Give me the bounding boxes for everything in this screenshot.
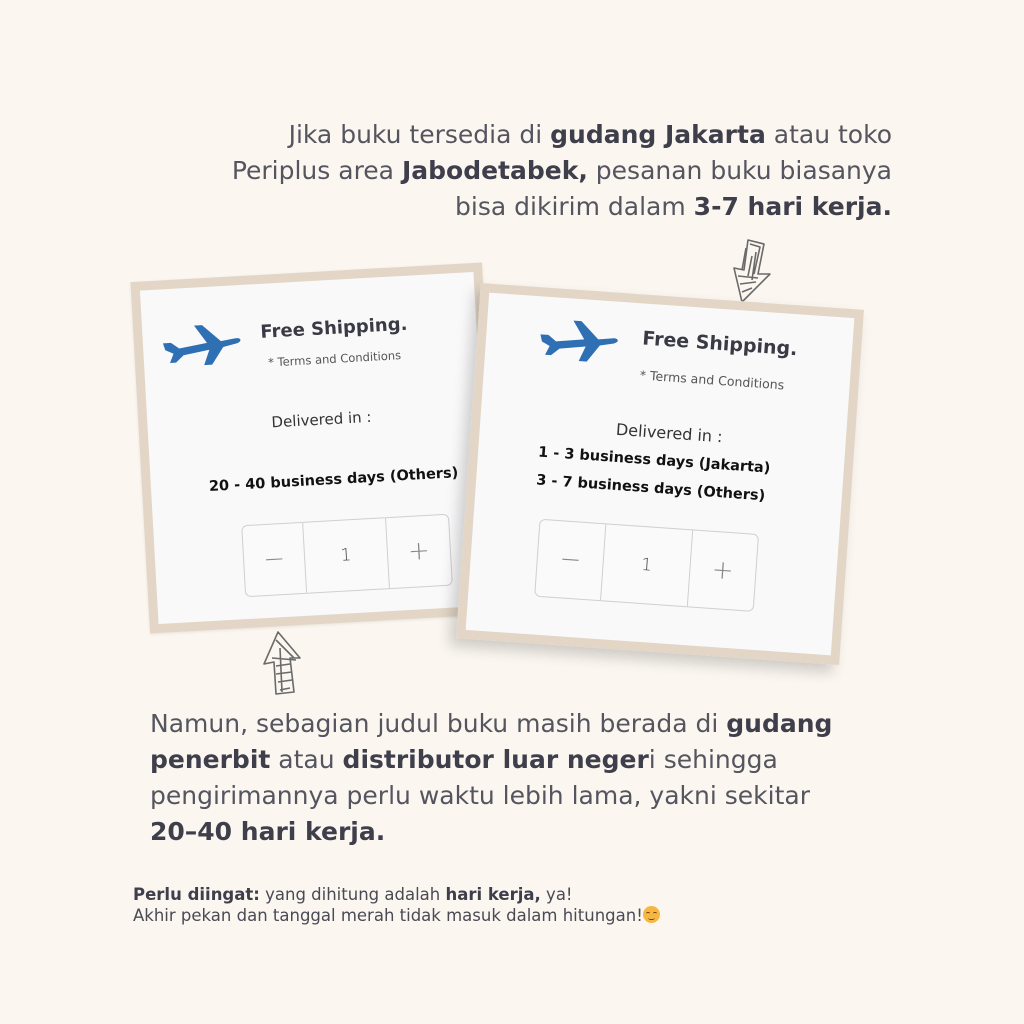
shipping-card-jakarta <box>456 283 864 665</box>
delivery-days-others: 20 - 40 business days (Others) <box>208 465 459 496</box>
decrement-button[interactable]: − <box>558 544 583 576</box>
sketch-arrow-down-icon <box>728 236 776 306</box>
decrement-button[interactable]: − <box>262 543 286 576</box>
delivery-days-jakarta: 1 - 3 business days (Jakarta) <box>537 444 771 477</box>
card-title: Free Shipping. <box>259 313 408 343</box>
smiling-face-emoji <box>643 906 660 923</box>
delivery-days-others: 3 - 7 business days (Others) <box>535 472 766 505</box>
terms-link[interactable]: * Terms and Conditions <box>267 348 402 370</box>
delivered-label: Delivered in : <box>271 407 372 432</box>
airplane-icon <box>160 319 244 370</box>
sketch-arrow-up-icon <box>260 628 304 698</box>
quantity-value[interactable]: 1 <box>600 524 692 606</box>
quantity-stepper[interactable] <box>241 514 453 597</box>
reminder-note: Perlu diingat: yang dihitung adalah hari kerja, ya! Akhir pekan dan tanggal merah tidak masuk dalam hitungan! <box>133 884 893 926</box>
quantity-stepper[interactable] <box>534 519 759 612</box>
increment-button[interactable]: + <box>710 554 735 587</box>
card-title: Free Shipping. <box>641 327 799 361</box>
shipping-card-international <box>130 262 501 633</box>
quantity-value[interactable]: 1 <box>302 518 390 593</box>
airplane-icon <box>535 314 624 366</box>
terms-link[interactable]: * Terms and Conditions <box>639 367 785 393</box>
explanation-paragraph: Namun, sebagian judul buku masih berada di gudang penerbit atau distributor luar negeri sehingga pengirimannya perlu waktu lebih lama, yakni sekitar 20–40 hari kerja. <box>150 709 833 846</box>
delivered-label: Delivered in : <box>615 419 724 447</box>
increment-button[interactable]: + <box>407 535 431 568</box>
intro-paragraph: Jika buku tersedia di gudang Jakarta atau toko Periplus area Jabodetabek, pesanan buku biasanya bisa dikirim dalam 3-7 hari kerja. <box>231 120 892 221</box>
